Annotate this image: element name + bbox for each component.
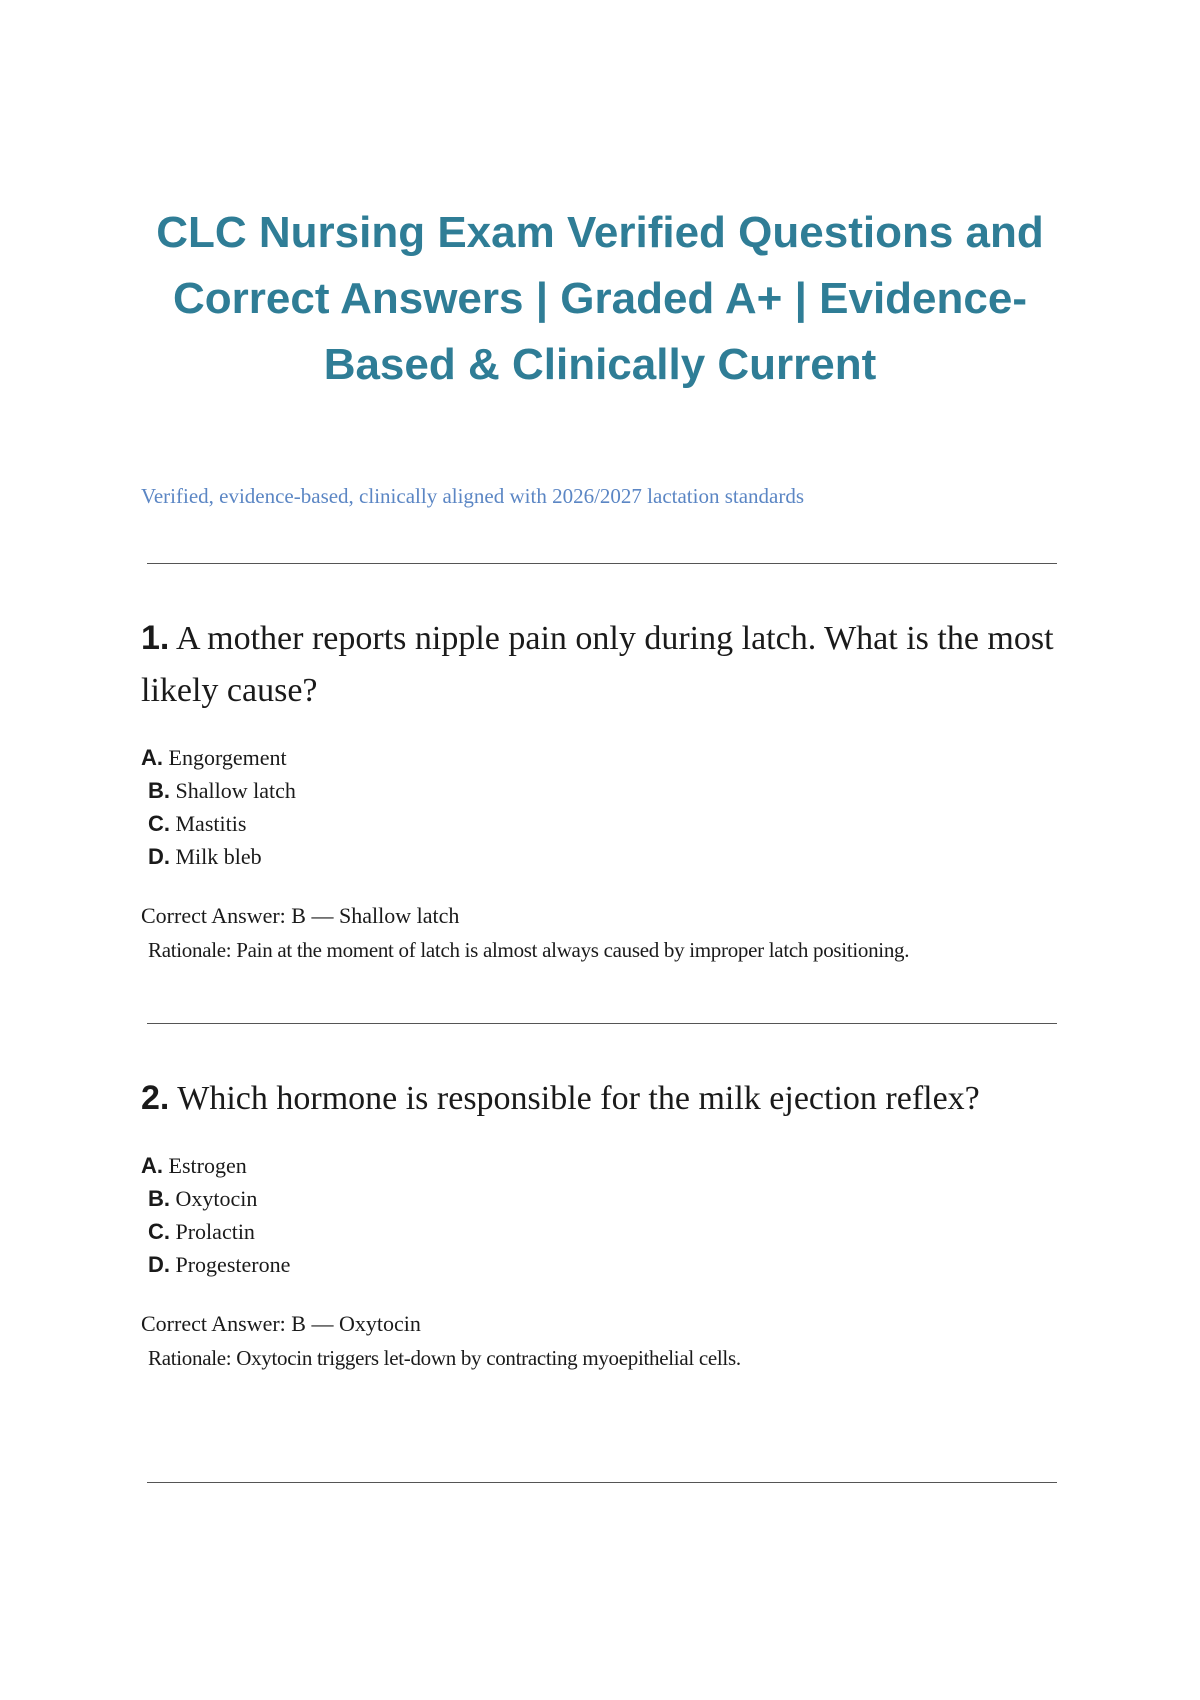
- option-text: Shallow latch: [175, 778, 296, 803]
- question-number: 1.: [141, 619, 170, 657]
- question-2: [141, 1072, 1061, 1375]
- option-d: [141, 840, 1061, 873]
- option-c: [141, 1215, 1061, 1248]
- divider: [147, 1023, 1057, 1024]
- document-subtitle: Verified, evidence-based, clinically aligned with 2026/2027 lactation standards: [141, 484, 805, 508]
- rationale: Rationale: Oxytocin triggers let-down by contracting myoepithelial cells.: [148, 1346, 741, 1370]
- option-text: Progesterone: [175, 1252, 291, 1277]
- answer-options: [141, 741, 1061, 873]
- question-1: [141, 612, 1061, 967]
- answer-options: [141, 1149, 1061, 1281]
- option-b: [141, 1182, 1061, 1215]
- option-a: [141, 741, 1061, 774]
- option-letter: C.: [148, 811, 170, 836]
- option-letter: A.: [141, 1153, 163, 1178]
- option-letter: C.: [148, 1219, 170, 1244]
- option-text: Milk bleb: [175, 844, 262, 869]
- option-letter: D.: [148, 1252, 170, 1277]
- option-b: [141, 774, 1061, 807]
- question-prompt: A mother reports nipple pain only during latch. What is the most likely cause?: [141, 620, 1054, 709]
- option-d: [141, 1248, 1061, 1281]
- question-prompt: Which hormone is responsible for the milk ejection reflex?: [177, 1080, 980, 1117]
- option-text: Oxytocin: [175, 1186, 258, 1211]
- divider: [147, 563, 1057, 564]
- option-letter: B.: [148, 1186, 170, 1211]
- option-letter: B.: [148, 778, 170, 803]
- question-number: 2.: [141, 1079, 170, 1117]
- question-text: [141, 1072, 1061, 1125]
- option-c: [141, 807, 1061, 840]
- document-title: CLC Nursing Exam Verified Questions and Correct Answers | Graded A+ | Evidence-Based & Clinically Current: [156, 208, 1044, 389]
- option-text: Estrogen: [168, 1153, 247, 1178]
- correct-answer: Correct Answer: B — Oxytocin: [141, 1311, 421, 1336]
- divider: [147, 1482, 1057, 1483]
- option-text: Engorgement: [168, 745, 287, 770]
- option-a: [141, 1149, 1061, 1182]
- option-letter: D.: [148, 844, 170, 869]
- rationale: Rationale: Pain at the moment of latch is almost always caused by improper latch positioning.: [148, 938, 910, 962]
- correct-answer: Correct Answer: B — Shallow latch: [141, 903, 460, 928]
- question-text: [141, 612, 1061, 717]
- option-letter: A.: [141, 745, 163, 770]
- option-text: Mastitis: [175, 811, 247, 836]
- option-text: Prolactin: [175, 1219, 255, 1244]
